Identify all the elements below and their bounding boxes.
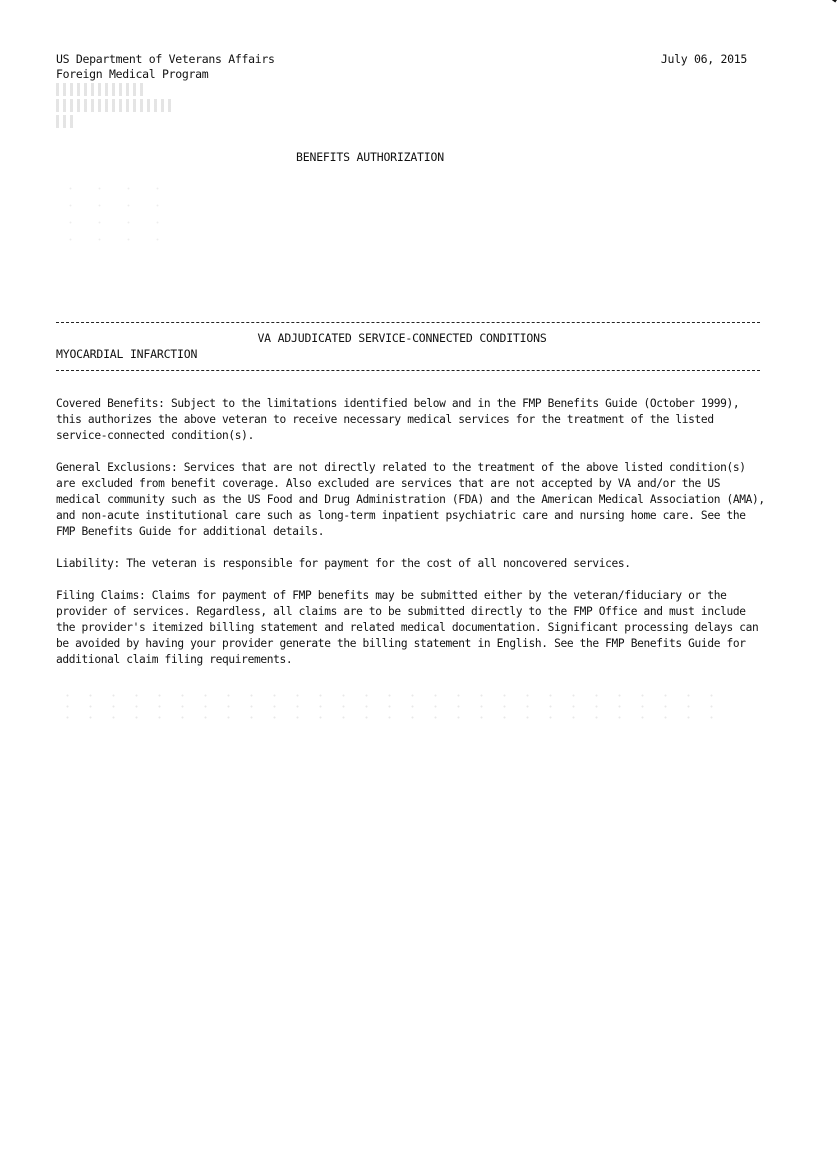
divider-bottom (56, 370, 760, 371)
document-title: BENEFITS AUTHORIZATION (296, 150, 444, 164)
letterhead (56, 52, 275, 82)
liability-paragraph: Liability: The veteran is responsible for payment for the cost of all noncovered services. (56, 557, 631, 570)
filing-claims-paragraph: Filing Claims: Claims for payment of FMP benefits may be submitted either by the veteran/fiduciary or the provider of services. Regardless, all claims are to be submitted directly to the FMP Office and must include the provider's itemized billing statement and related medical documentation. Significant processing delays can be avoided by having your provider generate the billing statement in English. See the FMP Benefits Guide for additional claim filing requirements. (56, 589, 759, 666)
letter-date: July 06, 2015 (660, 52, 747, 66)
program-name: Foreign Medical Program (56, 67, 209, 81)
letter-body (56, 396, 768, 684)
general-exclusions-paragraph: General Exclusions: Services that are not directly related to the treatment of the above listed condition(s) are excluded from benefit coverage. Also excluded are services that are not accepted by VA and/or the US medical community such as the US Food and Drug Administration (FDA) and the American Medical Association (AMA), and non-acute institutional care such as long-term inpatient psychiatric care and nursing home care. See the FMP Benefits Guide for additional details. (56, 461, 765, 538)
covered-benefits-paragraph: Covered Benefits: Subject to the limitations identified below and in the FMP Benefits Guide (October 1999), this authorizes the above veteran to receive necessary medical services for the treatment of the listed service-connected condition(s). (56, 397, 740, 442)
divider-top (56, 322, 760, 323)
conditions-heading: VA ADJUDICATED SERVICE-CONNECTED CONDITIONS (257, 331, 547, 345)
redacted-footer-line (56, 690, 716, 720)
condition-item: MYOCARDIAL INFARCTION (56, 347, 198, 361)
scan-corner-mark (820, 0, 837, 7)
redacted-recipient-block (56, 180, 166, 250)
redacted-address (56, 83, 186, 131)
org-name: US Department of Veterans Affairs (56, 52, 275, 66)
